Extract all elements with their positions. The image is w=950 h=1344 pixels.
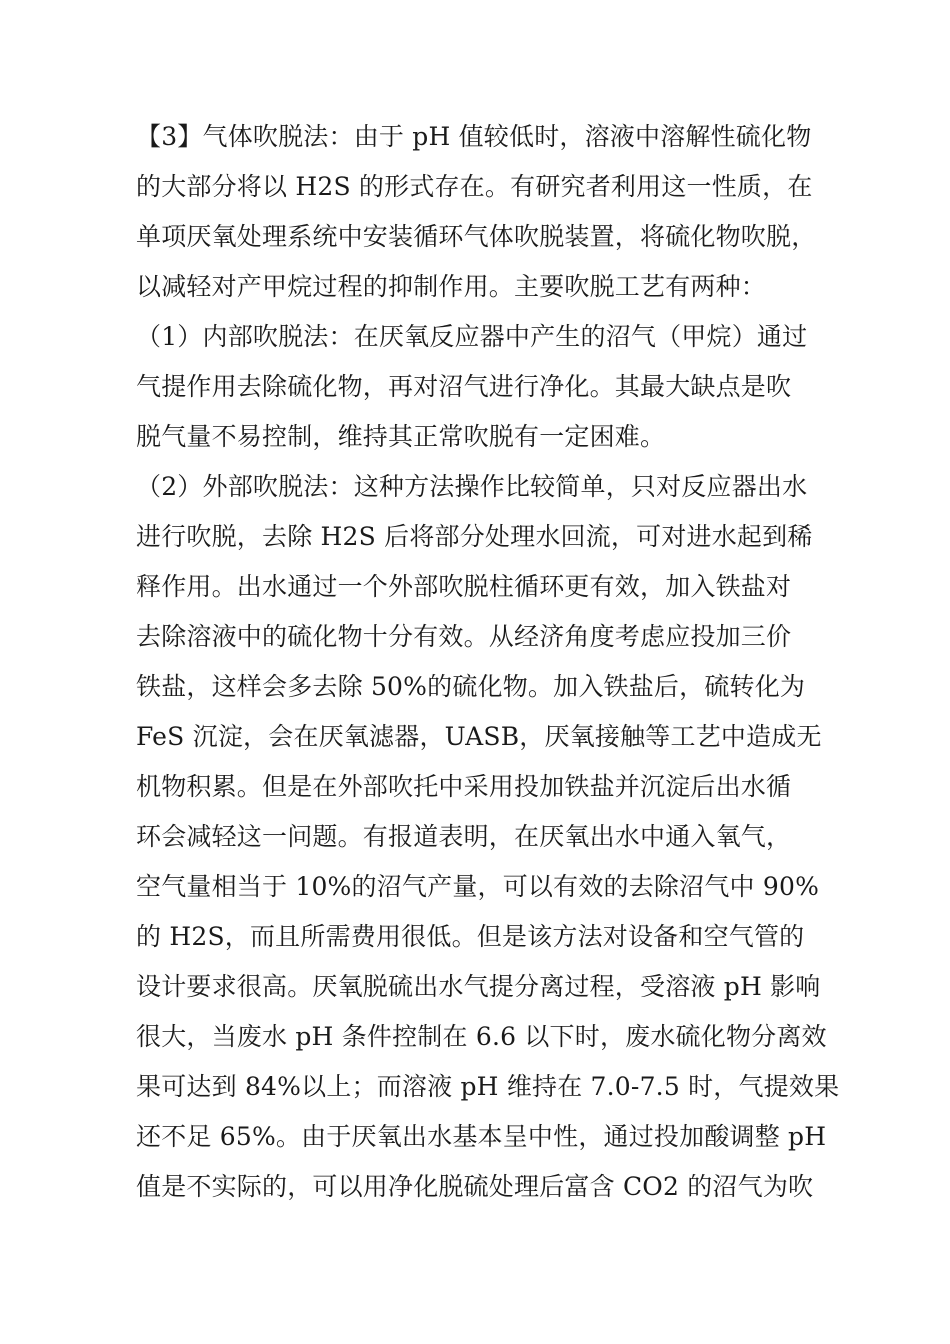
text-line: 去除溶液中的硫化物十分有效。从经济角度考虑应投加三价 <box>136 622 792 651</box>
text-line: 进行吹脱，去除 H2S 后将部分处理水回流，可对进水起到稀 <box>136 522 813 551</box>
text-line: （2）外部吹脱法：这种方法操作比较简单，只对反应器出水 <box>136 472 808 501</box>
text-line: 果可达到 84%以上；而溶液 pH 维持在 7.0-7.5 时，气提效果 <box>136 1072 840 1101</box>
text-line: 值是不实际的，可以用净化脱硫处理后富含 CO2 的沼气为吹 <box>136 1172 814 1201</box>
text-line: 设计要求很高。厌氧脱硫出水气提分离过程，受溶液 pH 影响 <box>136 972 821 1001</box>
text-line: 气提作用去除硫化物，再对沼气进行净化。其最大缺点是吹 <box>136 372 792 401</box>
text-line: 很大，当废水 pH 条件控制在 6.6 以下时，废水硫化物分离效 <box>136 1022 827 1051</box>
text-line: 【3】气体吹脱法：由于 pH 值较低时，溶液中溶解性硫化物 <box>136 122 812 151</box>
text-line: 还不足 65%。由于厌氧出水基本呈中性，通过投加酸调整 pH <box>136 1122 827 1151</box>
text-line: 机物积累。但是在外部吹托中采用投加铁盐并沉淀后出水循 <box>136 772 792 801</box>
body-text <box>136 112 840 1212</box>
text-line: FeS 沉淀，会在厌氧滤器，UASB，厌氧接触等工艺中造成无 <box>136 722 822 751</box>
text-line: （1）内部吹脱法：在厌氧反应器中产生的沼气（甲烷）通过 <box>136 322 808 351</box>
text-line: 以减轻对产甲烷过程的抑制作用。主要吹脱工艺有两种： <box>136 272 767 301</box>
text-line: 的 H2S，而且所需费用很低。但是该方法对设备和空气管的 <box>136 922 805 951</box>
text-line: 释作用。出水通过一个外部吹脱柱循环更有效，加入铁盐对 <box>136 572 792 601</box>
text-line: 环会减轻这一问题。有报道表明，在厌氧出水中通入氧气， <box>136 822 792 851</box>
text-line: 铁盐，这样会多去除 50%的硫化物。加入铁盐后，硫转化为 <box>136 672 806 701</box>
text-line: 单项厌氧处理系统中安装循环气体吹脱装置，将硫化物吹脱， <box>136 222 817 251</box>
text-line: 空气量相当于 10%的沼气产量，可以有效的去除沼气中 90% <box>136 872 820 901</box>
text-line: 脱气量不易控制，维持其正常吹脱有一定困难。 <box>136 422 666 451</box>
text-line: 的大部分将以 H2S 的形式存在。有研究者利用这一性质，在 <box>136 172 813 201</box>
